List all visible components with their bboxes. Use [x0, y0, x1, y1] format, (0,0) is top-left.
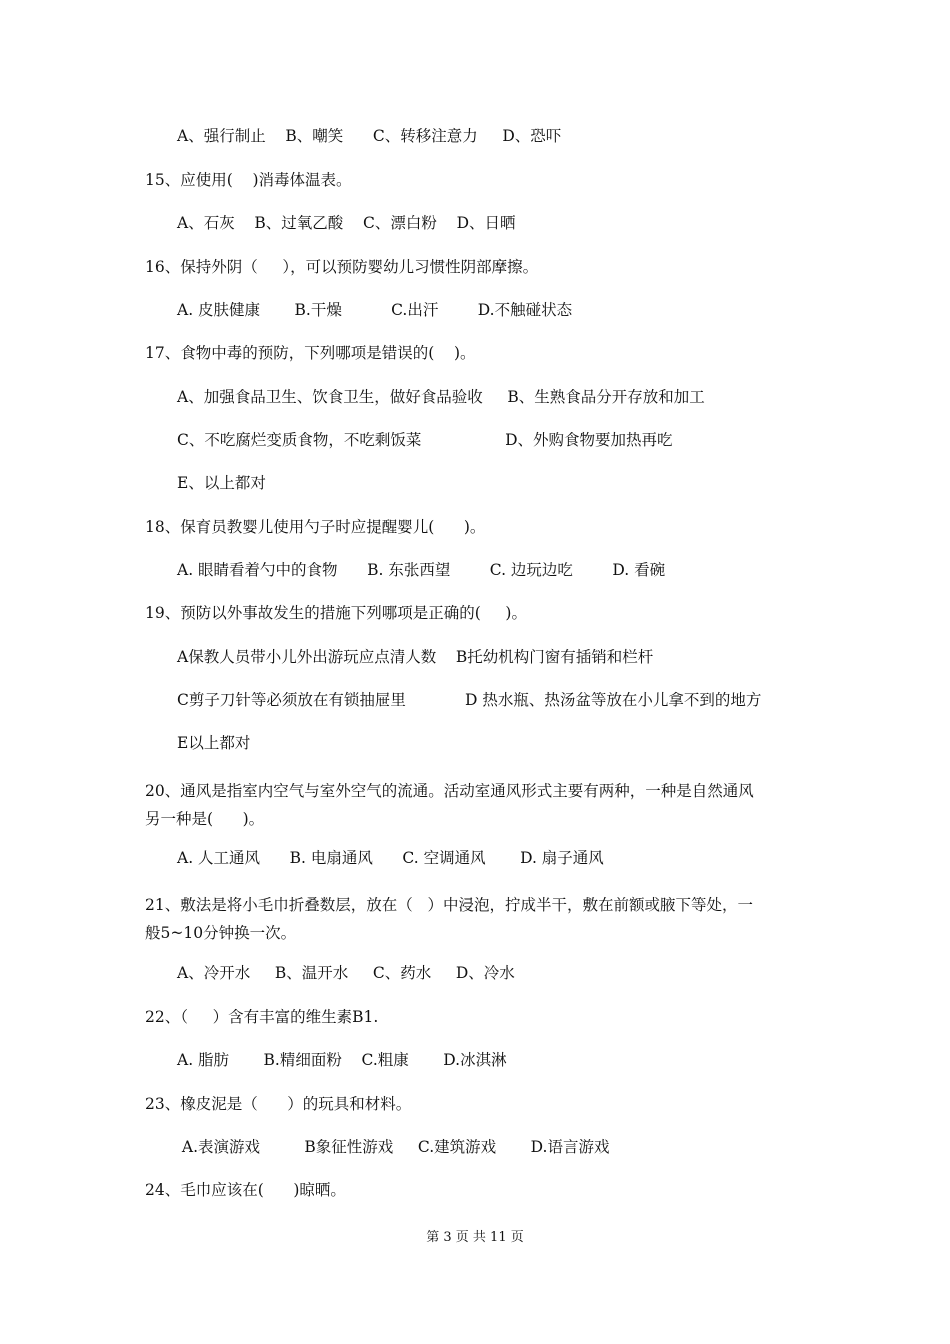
- question-17-option-e: E、以上都对: [177, 474, 266, 492]
- question-19-options-ab: A保教人员带小儿外出游玩应点清人数 B托幼机构门窗有插销和栏杆: [177, 648, 654, 666]
- question-22: 22、（ ）含有丰富的维生素B1.: [145, 1008, 379, 1026]
- question-20: 20、通风是指室内空气与室外空气的流通。活动室通风形式主要有两种，一种是自然通风 另一种是( )。: [145, 782, 754, 828]
- question-19-option-e: E以上都对: [177, 734, 251, 752]
- question-19: 19、预防以外事故发生的措施下列哪项是正确的( )。: [145, 604, 527, 622]
- question-17-options-ab: A、加强食品卫生、饮食卫生，做好食品验收 B、生熟食品分开存放和加工: [177, 388, 705, 406]
- question-20-options: A. 人工通风 B. 电扇通风 C. 空调通风 D. 扇子通风: [177, 849, 604, 867]
- question-22-options: A. 脂肪 B.精细面粉 C.粗康 D.冰淇淋: [177, 1051, 507, 1069]
- question-19-options-cd: C剪子刀针等必须放在有锁抽屉里 D 热水瓶、热汤盆等放在小儿拿不到的地方: [177, 691, 762, 709]
- question-16: 16、保持外阴（ ），可以预防婴幼儿习惯性阴部摩擦。: [145, 258, 539, 276]
- page-footer: 第 3 页 共 11 页: [426, 1230, 524, 1245]
- question-18-options: A. 眼睛看着勺中的食物 B. 东张西望 C. 边玩边吃 D. 看碗: [177, 561, 666, 579]
- question-23: 23、橡皮泥是（ ）的玩具和材料。: [145, 1095, 412, 1113]
- question-23-options: A.表演游戏 B象征性游戏 C.建筑游戏 D.语言游戏: [177, 1138, 610, 1156]
- question-17-options-cd: C、不吃腐烂变质食物，不吃剩饭菜 D、外购食物要加热再吃: [177, 431, 673, 449]
- question-15: 15、应使用( )消毒体温表。: [145, 171, 352, 189]
- question-18: 18、保育员教婴儿使用勺子时应提醒婴儿( )。: [145, 518, 486, 536]
- question-14-options: A、强行制止 B、嘲笑 C、转移注意力 D、恐吓: [177, 127, 562, 145]
- question-24: 24、毛巾应该在( )晾晒。: [145, 1181, 346, 1199]
- question-21: 21、敷法是将小毛巾折叠数层，放在（ ）中浸泡，拧成半干，敷在前额或腋下等处，一 般5~10分钟换一次。: [145, 896, 754, 942]
- question-21-options: A、冷开水 B、温开水 C、药水 D、冷水: [177, 964, 515, 982]
- question-16-options: A. 皮肤健康 B.干燥 C.出汗 D.不触碰状态: [177, 301, 573, 319]
- question-15-options: A、石灰 B、过氧乙酸 C、漂白粉 D、日晒: [177, 214, 516, 232]
- question-17: 17、食物中毒的预防，下列哪项是错误的( )。: [145, 344, 476, 362]
